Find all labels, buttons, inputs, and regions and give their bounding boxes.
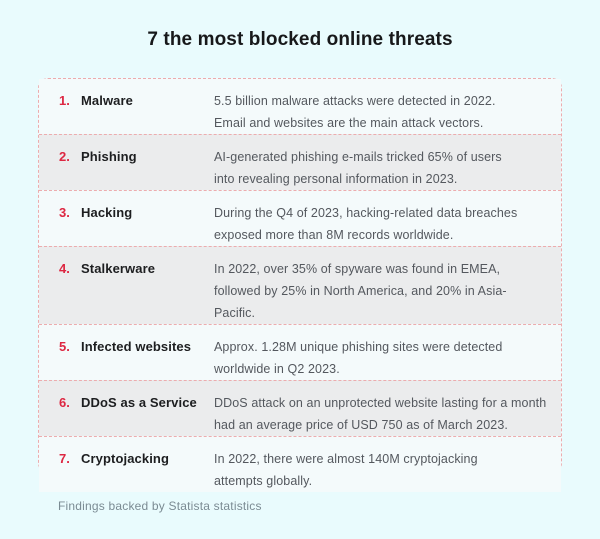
description-line: followed by 25% in North America, and 20% in Asia-Pacific.: [214, 284, 507, 320]
threat-rank: 5.: [59, 339, 70, 354]
description-line: attempts globally.: [214, 474, 313, 488]
threat-description: [214, 258, 547, 324]
threat-rank: 2.: [59, 149, 70, 164]
threat-description: [214, 146, 547, 190]
threat-name: Cryptojacking: [81, 451, 169, 466]
description-line: DDoS attack on an unprotected website lasting for a month: [214, 396, 547, 410]
threat-rank: 7.: [59, 451, 70, 466]
threat-description: [214, 336, 547, 380]
description-line: had an average price of USD 750 as of March 2023.: [214, 418, 508, 432]
description-line: 5.5 billion malware attacks were detected in 2022.: [214, 94, 496, 108]
threat-name: Stalkerware: [81, 261, 156, 276]
threat-rank: 3.: [59, 205, 70, 220]
threat-row-phishing: [39, 134, 561, 190]
source-note: Findings backed by Statista statistics: [58, 499, 262, 513]
threats-list-card: [38, 78, 562, 488]
description-line: worldwide in Q2 2023.: [214, 362, 340, 376]
threat-row-stalkerware: [39, 246, 561, 324]
threat-row-hacking: [39, 190, 561, 246]
threat-name: Infected websites: [81, 339, 192, 354]
threat-name: Hacking: [81, 205, 133, 220]
threat-rank: 4.: [59, 261, 70, 276]
threat-description: [214, 90, 547, 134]
threat-row-ddos-as-a-service: [39, 380, 561, 436]
description-line: Approx. 1.28M unique phishing sites were detected: [214, 340, 503, 354]
threat-rank: 1.: [59, 93, 70, 108]
threat-description: [214, 202, 547, 246]
threat-description: [214, 448, 547, 492]
threat-row-infected-websites: [39, 324, 561, 380]
threat-row-cryptojacking: [39, 436, 561, 492]
description-line: In 2022, there were almost 140M cryptojacking: [214, 452, 478, 466]
page-title: 7 the most blocked online threats: [147, 29, 453, 50]
threat-name: DDoS as a Service: [81, 395, 197, 410]
description-line: exposed more than 8M records worldwide.: [214, 228, 454, 242]
threat-description: [214, 392, 547, 436]
threat-name: Phishing: [81, 149, 137, 164]
threat-name: Malware: [81, 93, 134, 108]
description-line: AI-generated phishing e-mails tricked 65% of users: [214, 150, 502, 164]
description-line: into revealing personal information in 2023.: [214, 172, 458, 186]
description-line: During the Q4 of 2023, hacking-related data breaches: [214, 206, 518, 220]
threat-row-malware: [39, 79, 561, 134]
description-line: In 2022, over 35% of spyware was found in EMEA,: [214, 262, 501, 276]
threat-rank: 6.: [59, 395, 70, 410]
description-line: Email and websites are the main attack vectors.: [214, 116, 484, 130]
